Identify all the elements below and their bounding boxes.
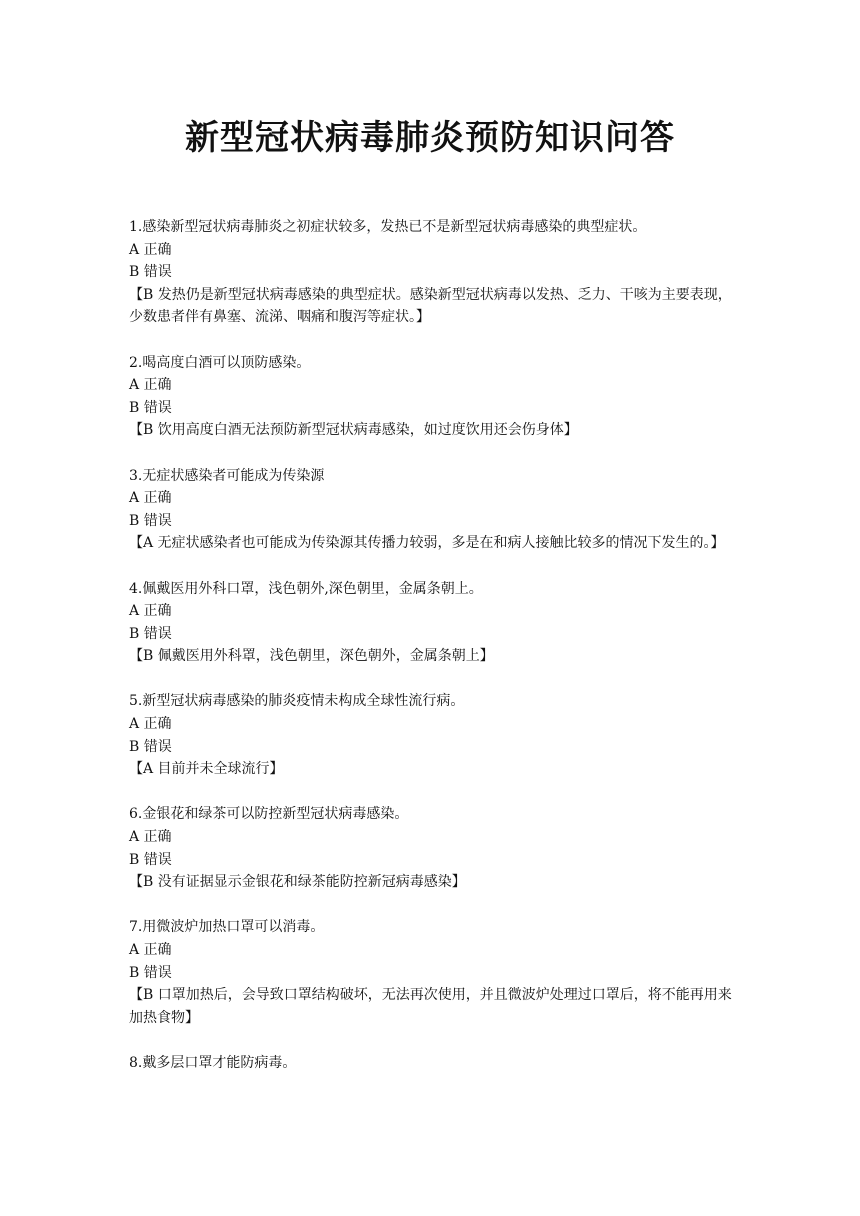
answer-explanation: 【A 无症状感染者也可能成为传染源其传播力较弱，多是在和病人接触比较多的情况下发生的。】 — [129, 535, 725, 552]
document-title: 新型冠状病毒肺炎预防知识问答 — [185, 118, 675, 158]
document-body — [129, 216, 735, 1097]
answer-explanation: 【B 没有证据显示金银花和绿茶能防控新冠病毒感染】 — [129, 874, 466, 891]
option-a: A 正确 — [129, 377, 172, 394]
qa-item-2 — [129, 352, 735, 442]
qa-item-5 — [129, 690, 735, 780]
option-b: B 错误 — [129, 512, 172, 529]
question-text: 2.喝高度白酒可以顶防感染。 — [129, 354, 311, 371]
question-text: 8.戴多层口罩才能防病毒。 — [129, 1054, 297, 1071]
qa-item-3 — [129, 465, 735, 555]
option-b: B 错误 — [129, 625, 172, 642]
question-text: 3.无症状感染者可能成为传染源 — [129, 467, 325, 484]
option-a: A 正确 — [129, 603, 172, 620]
option-a: A 正确 — [129, 829, 172, 846]
answer-explanation: 【B 发热仍是新型冠状病毒感染的典型症状。感染新型冠状病毒以发热、乏力、干咳为主要表现，少数患者伴有鼻塞、流涕、咽痛和腹泻等症状。】 — [129, 286, 732, 326]
option-a: A 正确 — [129, 716, 172, 733]
answer-explanation: 【B 口罩加热后，会导致口罩结构破坏，无法再次使用，并且微波炉处理过口罩后，将不能再用来加热食物】 — [129, 987, 732, 1026]
option-a: A 正确 — [129, 942, 172, 958]
option-b: B 错误 — [129, 264, 172, 281]
question-text: 7.用微波炉加热口罩可以消毒。 — [129, 919, 325, 936]
qa-item-4 — [129, 578, 735, 668]
answer-explanation: 【B 佩戴医用外科罩，浅色朝里，深色朝外，金属条朝上】 — [129, 648, 494, 665]
question-text: 5.新型冠状病毒感染的肺炎疫情未构成全球性流行病。 — [129, 693, 465, 710]
qa-item-1 — [129, 216, 735, 329]
option-b: B 错误 — [129, 851, 172, 868]
answer-explanation: 【A 目前并未全球流行】 — [129, 761, 284, 778]
question-text: 1.感染新型冠状病毒肺炎之初症状较多，发热已不是新型冠状病毒感染的典型症状。 — [129, 219, 647, 235]
qa-item-7 — [129, 916, 735, 1029]
option-b: B 错误 — [129, 964, 172, 981]
option-b: B 错误 — [129, 738, 172, 755]
option-a: A 正确 — [129, 490, 172, 507]
option-a: A 正确 — [129, 241, 172, 258]
qa-item-8 — [129, 1052, 735, 1075]
qa-item-6 — [129, 803, 735, 893]
answer-explanation: 【B 饮用高度白酒无法预防新型冠状病毒感染，如过度饮用还会伤身体】 — [129, 422, 578, 439]
question-text: 6.金银花和绿茶可以防控新型冠状病毒感染。 — [129, 806, 409, 823]
question-text: 4.佩戴医用外科口罩，浅色朝外,深色朝里，金属条朝上。 — [129, 580, 483, 597]
option-b: B 错误 — [129, 399, 172, 416]
